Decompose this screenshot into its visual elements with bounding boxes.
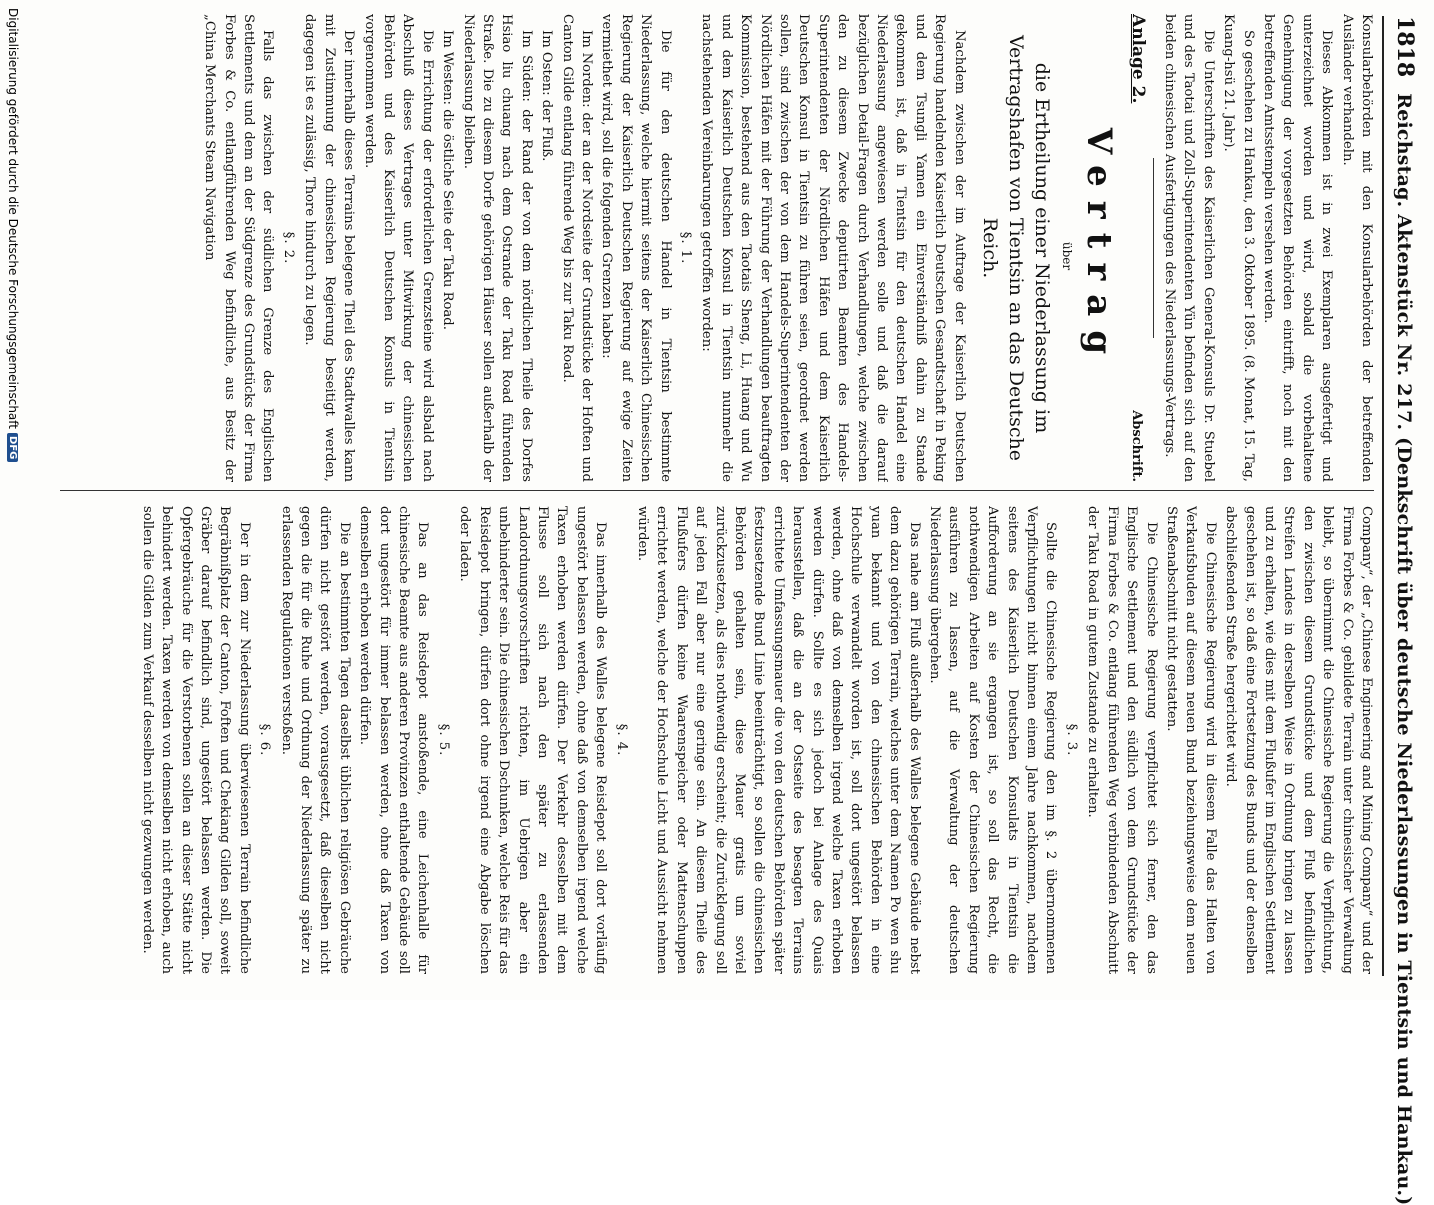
dfg-logo: DFG [8,433,19,462]
section-4-paragraph: Das innerhalb des Walles belegene Reisdepot soll dort vorläufig ungestört belassen werden, ohne daß von demselben irgend welche Taxen erhoben werden dürfen. Der Verkehr desselben mit dem Flusse soll sich nach den später zu erlassenden Landordnungsvorschriften richten, im Uebrigen aber ein unbehinderter sein. Die chinesischen Dschunken, welche Reis für das Reisdepot bringen, dürfen dort ohne irgend eine Abgabe löschen oder laden. [457,506,609,974]
section-1-paragraph: Im Westen: die östliche Seite der Taku Road. [440,30,456,330]
continuation-paragraph: Die Chinesische Regierung wird in diesem Falle das Halten von Verkaufsbuden auf diesem neuen Bund beziehungsweise dem neuen Straßenabschnitt nicht gestatten. [1163,506,1218,974]
section-1-paragraph: Im Süden: der Rand der von dem nördlichen Theile des Dorfes Hsiao liu chuang nach dem Ostrande der Taku Road führenden Straße. Die zu diesem Dorfe gehörigen Häuser sollen außerhalb der Niederlassung bleiben. [460,14,534,482]
header-title: Reichstag. Aktenstück Nr. 217. (Denkschrift über deutsche Niederlassungen in Tientsin und Hankau.) [1393,93,1415,1205]
section-3-title: §. 3. [1063,723,1079,757]
section-2-paragraph: Falls das zwischen der südlichen Grenze des Englischen Settlements und dem an der Südgrenze des Grundstücks der Firma Forbes & Co. entlangführenden Weg befindliche, aus Besitz der „China Merchants Steam Navigation [202,14,276,482]
continuation-paragraph: Company“, der „Chinese Engineering and Mining Company“ und der Firma Forbes & Co. gebildete Terrain unter chinesischer Verwaltung bleibt, so übernimmt die Chinesische Regierung die Verpflichtung, den zwischen diesem Grundstücke und dem Fluß befindlichen Streifen Landes in derselben Weise in Ordnung bringen zu lassen und zu erhalten, wie dies mit dem Flußufer im Englischen Settlement geschehen ist, so daß eine Fortsetzung des Bunds und der denselben abschließenden Straße hergerichtet wird. [1223,506,1374,974]
section-4-title: §. 4. [613,723,629,757]
section-5-paragraph: Die an bestimmten Tagen daselbst üblichen religiösen Gebräuche dürfen nicht gestört werden, vorausgesetzt, daß dieselben nicht gegen die für die Ruhe und Ordnung der Niederlassung später zu erlassenden Regulationen verstoßen. [278,506,352,974]
page-header [1382,16,1418,1205]
anlage-heading: Anlage 2. [1127,14,1148,104]
section-1-title: §. 1. [678,231,694,265]
preamble-paragraph: Nachdem zwischen der im Auftrage der Kaiserlich Deutschen Regierung handelnden Kaiserlich Deutschen Gesandtschaft in Peking und dem Tsungli Yamen ein Einverständniß dahin zu Stande gekommen ist, daß in Tientsin für den deutschen Handel eine Niederlassung angewiesen werden solle und daß die darauf bezüglichen Detail-Fragen durch Verhandlungen, welche zwischen den zu diesem Zwecke deputirten Beamten des Handels-Superintendenten der Nördlichen Häfen und dem Kaiserlich Deutschen Konsul in Tientsin zu führen seien, geordnet werden sollen, sind zwischen der von dem Handels-Superintendenten der Nördlichen Häfen mit der Führung der Verhandlungen beauftragten Kommission, bestehend aus den Taotais Sheng, Li, Huang und Wu und dem Kaiserlich Deutschen Konsul in Tientsin nunmehr die nachstehenden Vereinbarungen getroffen worden: [699,14,967,482]
digitization-footer [6,8,20,462]
page-number: 1818 [1392,16,1418,78]
intro-paragraph: Dieses Abkommen ist in zwei Exemplaren ausgefertigt und unterzeichnet worden und wird, sobald die vorbehaltene Genehmigung der vorgesetzten Behörden eintrifft, noch mit den betreffenden Amtsstempeln versehen werden. [1260,14,1335,482]
intro-paragraph: Die Unterschriften des Kaiserlichen General-Konsuls Dr. Stuebel und des Taotai und Zoll-Superintendenten Yün befinden sich auf den beiden chinesischen Ausfertigungen des Niederlassungs-Vertrags. [1161,14,1216,482]
section-6-title: §. 6. [257,723,273,757]
vertrag-heading: Vertrag [1079,127,1120,369]
section-1-paragraph: Im Norden: der an der Nordseite der Grundstücke der Hoften und Canton Gilde entlang führende Weg bis zur Taku Road. [559,14,594,482]
section-6-paragraph: Der in dem zur Niederlassung überwiesenen Terrain befindliche Begräbnißplatz der Canton, Foften und Chekiang Gilden soll, soweit Gräber darauf befindlich sind, ungestört belassen werden. Die Opfergebräuche für die Verstorbenen sollen an dieser Stätte nicht behindert werden. Taxen werden von demselben nicht erhoben, auch sollen die Gilden zum Verkauf desselben nicht gezwungen werden. [139,506,252,974]
anlage-heading-row [1126,14,1146,482]
vertrag-title: die Ertheilung einer Niederlassung im Vertragshafen von Tientsin an das Deutsche Reich. [978,35,1053,461]
separator-rule [1153,158,1154,338]
section-1-paragraph: Die für den deutschen Handel in Tientsin bestimmte Niederlassung, welche hiermit seitens der Kaiserlich Chinesischen Regierung der Kaiserlich Deutschen Regierung auf ewige Zeiten vermiethet wird, soll die folgenden Grenzen haben: [599,14,673,482]
section-5-paragraph: Das an das Reisdepot anstoßende, eine Leichenhalle für chinesische Beamte aus anderen Provinzen enthaltende Gebäude soll dort ungestört für immer belassen werden, ohne daß Taxen von demselben erhoben werden dürfen. [357,506,431,974]
section-5-title: §. 5. [435,723,451,757]
intro-paragraph: So geschehen zu Hankau, den 3. Oktober 1895. (8. Monat, 15. Tag, Kuang-hsü 21. Jahr). [1221,14,1256,482]
intro-paragraph: Konsularbehörden mit den Konsularbehörden der betreffenden Ausländer verhandeln. [1339,14,1374,482]
left-column [60,14,1376,482]
section-3-paragraph: Sollte die Chinesische Regierung den im §. 2 übernommenen Verpflichtungen nicht binnen einem Jahre nachkommen, nachdem seitens des Kaiserlich Deutschen Konsulats in Tientsin die Aufforderung an sie ergangen ist, so soll das Recht, die nothwendigen Arbeiten auf Kosten der Chinesischen Regierung ausführen zu lassen, auf die Verwaltung der deutschen Niederlassung übergehen. [927,506,1059,974]
section-1-paragraph: Im Osten: der Fluß. [539,30,555,162]
footer-text: Digitalisierung gefördert durch die Deutsche Forschungsgemeinschaft [6,8,20,430]
ueber-label: über [1060,241,1075,271]
section-1-paragraph: Der innerhalb dieses Terrains belegene Theil des Stadtwalles kann mit Zustimmung der chinesischen Regierung beseitigt werden, dagegen ist es zulässig, Thore hindurch zu legen. [302,14,357,482]
right-column [60,506,1376,974]
section-1-paragraph: Die Errichtung der erforderlichen Grenzsteine wird alsbald nach Abschluß dieses Vertrages unter Mitwirkung der chinesischen Behörden und des Kaiserlich Deutschen Konsuls in Tientsin vorgenommen werden. [361,14,435,482]
column-divider [60,490,1374,491]
section-3-paragraph: Das nahe am Fluß außerhalb des Walles belegene Gebäude nebst dem dazu gehörigen Terrain, welches unter dem Namen Po wen shu yuan bekannt und von den chinesischen Behörden in eine Hochschule verwandelt worden ist, soll dort ungestört belassen werden, ohne daß von demselben irgend welche Taxen erhoben werden dürfen. Sollte es sich jedoch bei Anlage des Quais herausstellen, daß die an der Ostseite des besagten Terrains errichtete Umfassungsmauer die von den deutschen Behörden später festzusetzende Bund Linie beeinträchtigt, so sollen die chinesischen Behörden gehalten sein, diese Mauer gratis um soviel zurückzusetzen, als dies nothwendig erscheint; die Zurücklegung soll auf jeden Fall aber nur eine geringe sein. An diesem Theile des Flußufers dürfen keine Waarenspeicher oder Mattenschuppen errichtet werden, welche der Hochschule Licht und Aussicht nehmen würden. [634,506,922,974]
section-2-title: §. 2. [280,231,296,265]
abschrift-label: Abschrift. [1128,410,1144,482]
continuation-paragraph: Die Chinesische Regierung verpflichtet sich ferner, den das Englische Settlement und den südlich von dem Grundstücke der Firma Forbes & Co. entlang führenden Weg verbindenden Abschnitt der Taku Road in gutem Zustande zu erhalten. [1085,506,1159,974]
